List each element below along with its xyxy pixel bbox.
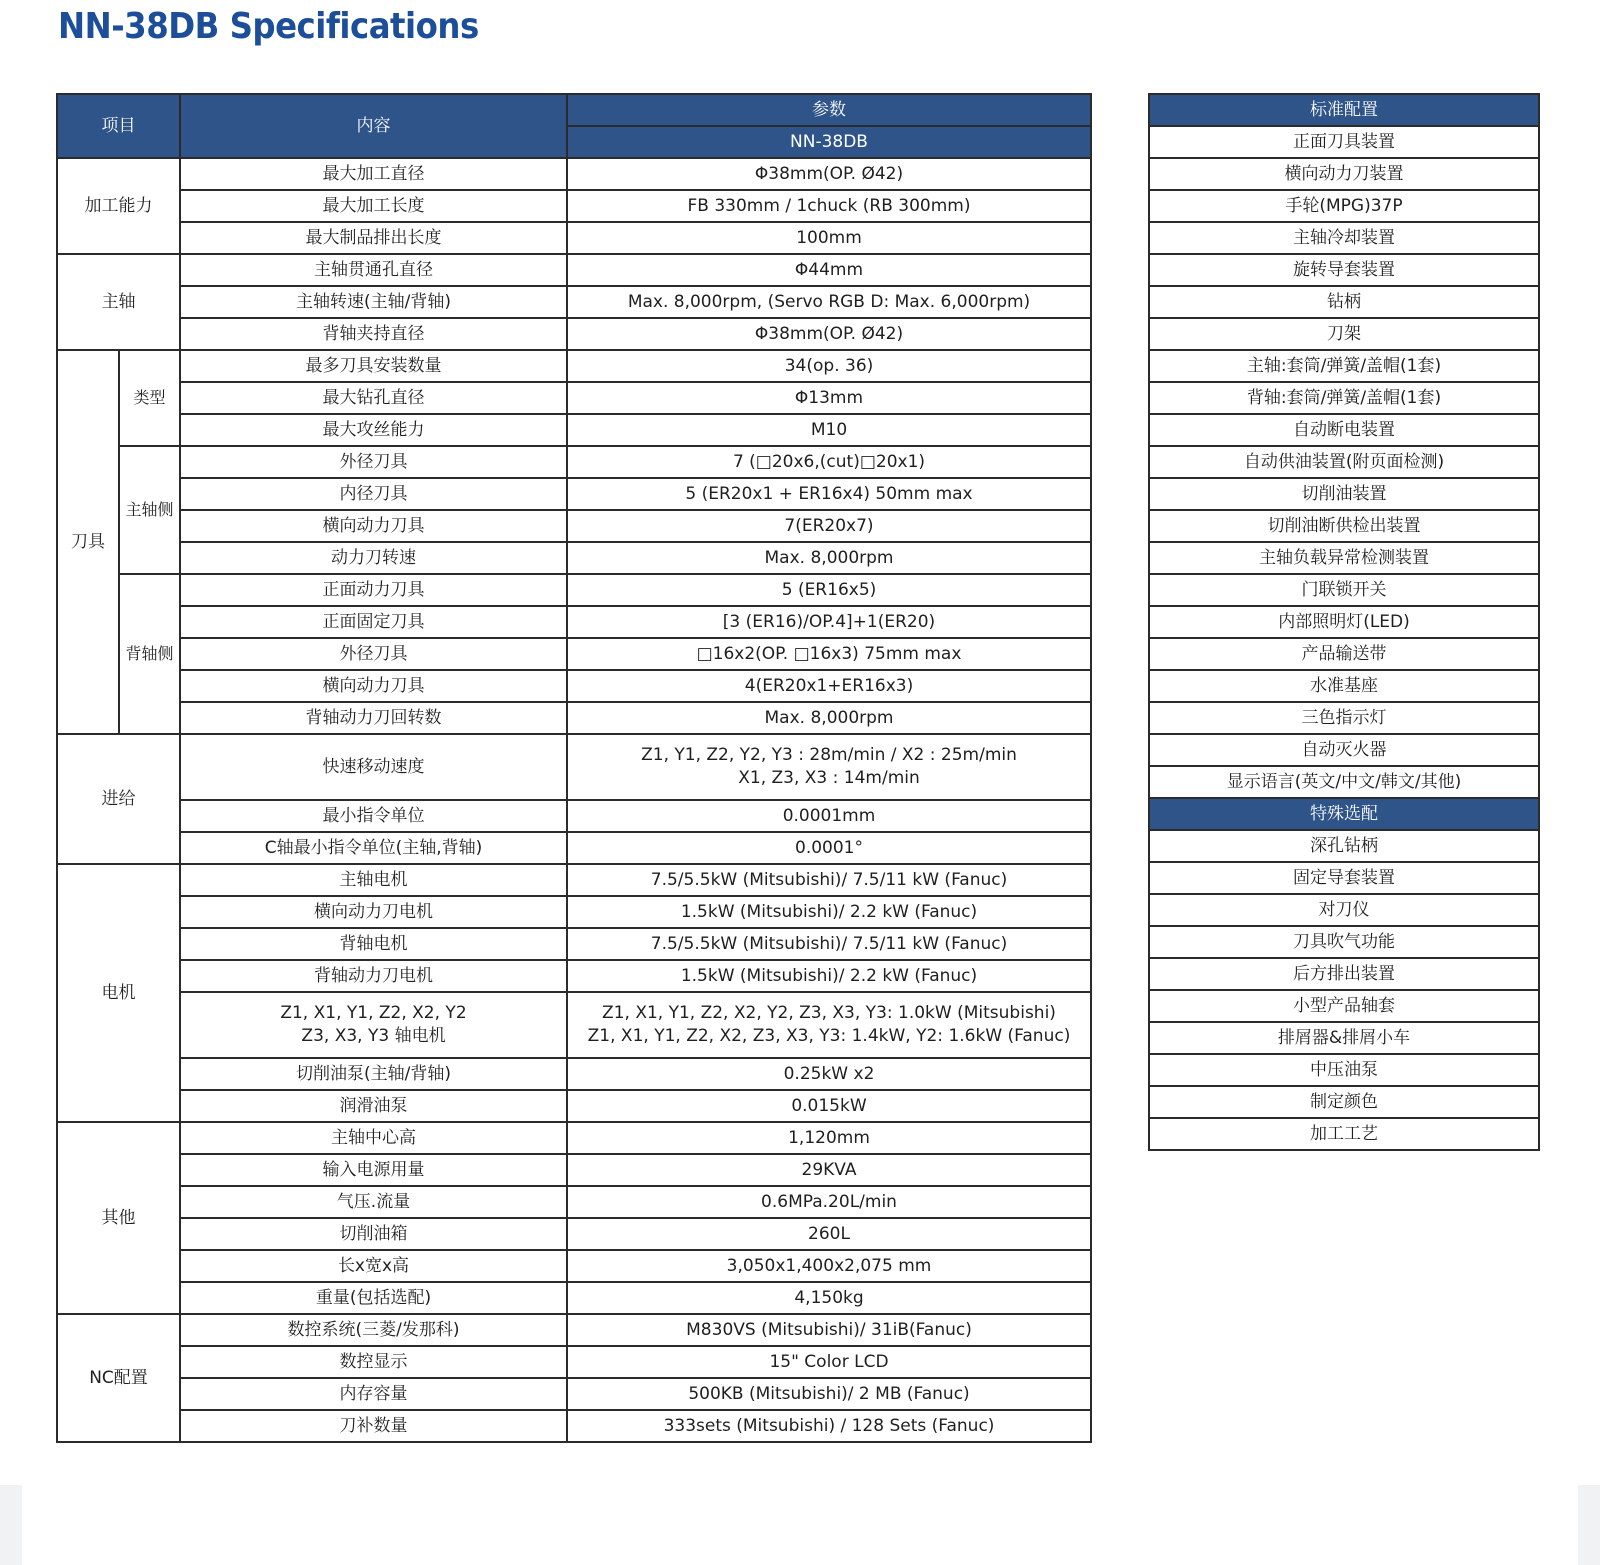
spec-value-cell-text: Z1, Y1, Z2, Y2, Y3 : 28m/min / X2 : 25m/min (641, 745, 1017, 766)
spec-value-cell-text: 7(ER20x7) (784, 515, 874, 536)
spec-label-cell-text: 刀补数量 (339, 1415, 408, 1436)
spec-value-cell-text: 0.015kW (791, 1095, 867, 1116)
spec-row (57, 1186, 1091, 1218)
config-item: 刀具吹气功能 (1149, 926, 1539, 958)
spec-label-cell-text: 背轴动力刀电机 (314, 965, 433, 986)
spec-value-cell-text: Φ38mm(OP. Ø42) (754, 323, 904, 344)
config-row (1149, 350, 1539, 382)
spec-value-cell-text: 34(op. 36) (784, 355, 874, 376)
config-item: 深孔钻柄 (1149, 830, 1539, 862)
page-edge-shade-left (0, 1485, 22, 1565)
spec-label-cell (180, 960, 567, 992)
config-item: 排屑器&排屑小车 (1149, 1022, 1539, 1054)
config-item: 钻柄 (1149, 286, 1539, 318)
spec-row (57, 896, 1091, 928)
spec-value-cell-text: 1,120mm (788, 1127, 870, 1148)
spec-group-cell: 刀具 (57, 350, 119, 734)
spec-label-cell (180, 510, 567, 542)
spec-value-cell (567, 414, 1091, 446)
spec-value-cell (567, 1154, 1091, 1186)
spec-value-cell (567, 1250, 1091, 1282)
config-item: 切削油断供检出装置 (1149, 510, 1539, 542)
spec-value-cell (567, 1186, 1091, 1218)
spec-value-cell (567, 254, 1091, 286)
spec-value-cell (567, 446, 1091, 478)
spec-row (57, 1218, 1091, 1250)
config-row (1149, 254, 1539, 286)
spec-label-cell-text: 切削油箱 (339, 1223, 408, 1244)
spec-group-cell: 加工能力 (57, 158, 180, 254)
spec-row (57, 1090, 1091, 1122)
config-row (1149, 958, 1539, 990)
spec-row (57, 350, 1091, 382)
spec-row (57, 960, 1091, 992)
spec-label-cell-text: Z1, X1, Y1, Z2, X2, Y2 (280, 1003, 467, 1024)
spec-value-cell (567, 960, 1091, 992)
config-row (1149, 446, 1539, 478)
spec-label-cell-text: 最大制品排出长度 (305, 227, 442, 248)
config-row (1149, 894, 1539, 926)
spec-label-cell-text: 背轴夹持直径 (322, 323, 425, 344)
spec-value-cell-text: 260L (808, 1223, 850, 1244)
spec-label-cell (180, 318, 567, 350)
config-item: 手轮(MPG)37P (1149, 190, 1539, 222)
spec-value-cell-text: 4(ER20x1+ER16x3) (744, 675, 914, 696)
config-item: 小型产品轴套 (1149, 990, 1539, 1022)
spec-label-cell (180, 1154, 567, 1186)
spec-value-cell-text: M830VS (Mitsubishi)/ 31iB(Fanuc) (686, 1319, 972, 1340)
spec-value-cell-text: 5 (ER16x5) (781, 579, 877, 600)
config-item: 横向动力刀装置 (1149, 158, 1539, 190)
spec-label-cell (180, 1058, 567, 1090)
config-row (1149, 990, 1539, 1022)
spec-label-cell (180, 606, 567, 638)
spec-value-cell (567, 734, 1091, 800)
standard-config-header: 标准配置 (1149, 94, 1539, 126)
spec-value-cell-text: Max. 8,000rpm (764, 547, 894, 568)
config-row (1149, 1054, 1539, 1086)
spec-value-cell (567, 542, 1091, 574)
spec-row (57, 1378, 1091, 1410)
spec-value-cell-text: 0.25kW x2 (783, 1063, 875, 1084)
spec-label-cell (180, 158, 567, 190)
spec-value-cell (567, 1058, 1091, 1090)
config-item: 背轴:套筒/弹簧/盖帽(1套) (1149, 382, 1539, 414)
config-item: 产品输送带 (1149, 638, 1539, 670)
config-item: 水准基座 (1149, 670, 1539, 702)
spec-value-cell-text-line2: X1, Z3, X3 : 14m/min (738, 768, 920, 788)
spec-row (57, 414, 1091, 446)
spec-label-cell (180, 1346, 567, 1378)
spec-row (57, 190, 1091, 222)
config-item: 自动断电装置 (1149, 414, 1539, 446)
spec-value-cell-text: □16x2(OP. □16x3) 75mm max (696, 643, 962, 664)
config-item: 内部照明灯(LED) (1149, 606, 1539, 638)
spec-label-cell-text: 最大加工长度 (322, 195, 425, 216)
spec-value-cell-text: Z1, X1, Y1, Z2, X2, Y2, Z3, X3, Y3: 1.0kW (Mitsubishi) (602, 1003, 1056, 1024)
spec-value-cell (567, 222, 1091, 254)
config-row (1149, 1086, 1539, 1118)
config-row (1149, 382, 1539, 414)
spec-subgroup-cell: 主轴侧 (119, 446, 180, 574)
spec-label-cell (180, 702, 567, 734)
spec-label-cell (180, 1378, 567, 1410)
spec-value-cell-text: 4,150kg (794, 1287, 864, 1308)
spec-value-cell (567, 832, 1091, 864)
spec-label-cell (180, 414, 567, 446)
config-body (1149, 94, 1539, 1150)
spec-row (57, 1154, 1091, 1186)
standard-config-header-row (1149, 94, 1539, 126)
spec-value-cell-text: 3,050x1,400x2,075 mm (726, 1255, 932, 1276)
spec-value-cell-text: Max. 8,000rpm (764, 707, 894, 728)
spec-value-cell-text: FB 330mm / 1chuck (RB 300mm) (687, 195, 971, 216)
spec-row (57, 928, 1091, 960)
spec-value-cell (567, 800, 1091, 832)
spec-label-cell (180, 1250, 567, 1282)
spec-row (57, 992, 1091, 1058)
spec-value-cell (567, 382, 1091, 414)
spec-value-cell (567, 1090, 1091, 1122)
spec-label-cell-text: 最多刀具安装数量 (305, 355, 442, 376)
spec-value-cell-text: 1.5kW (Mitsubishi)/ 2.2 kW (Fanuc) (680, 965, 978, 986)
spec-value-cell (567, 1346, 1091, 1378)
spec-label-cell-text: 横向动力刀电机 (314, 901, 433, 922)
config-row (1149, 830, 1539, 862)
spec-row (57, 702, 1091, 734)
spec-subgroup-cell: 背轴侧 (119, 574, 180, 734)
spec-row (57, 318, 1091, 350)
spec-value-cell-text: Φ44mm (794, 259, 864, 280)
spec-label-cell (180, 896, 567, 928)
header-param: 参数 (567, 94, 1091, 126)
config-row (1149, 126, 1539, 158)
spec-label-cell-text: C轴最小指令单位(主轴,背轴) (264, 837, 483, 858)
config-item: 主轴:套筒/弹簧/盖帽(1套) (1149, 350, 1539, 382)
spec-row (57, 1122, 1091, 1154)
spec-body (57, 158, 1091, 1442)
spec-label-cell-text: 长x宽x高 (337, 1255, 410, 1276)
spec-label-cell-text: 数控系统(三菱/发那科) (287, 1319, 460, 1340)
spec-value-cell (567, 606, 1091, 638)
spec-value-cell-text: 7.5/5.5kW (Mitsubishi)/ 7.5/11 kW (Fanuc) (650, 869, 1008, 890)
spec-label-cell (180, 1218, 567, 1250)
spec-row (57, 800, 1091, 832)
spec-row (57, 158, 1091, 190)
config-item: 对刀仪 (1149, 894, 1539, 926)
spec-row (57, 1282, 1091, 1314)
config-row (1149, 862, 1539, 894)
spec-value-cell-text-line2: Z1, X1, Y1, Z2, X2, Z3, X3, Y3: 1.4kW, Y2: 1.6kW (Fanuc) (587, 1026, 1071, 1046)
spec-label-cell-text: 最大加工直径 (322, 163, 425, 184)
spec-label-cell-text: 背轴电机 (339, 933, 408, 954)
spec-group-cell: 进给 (57, 734, 180, 864)
spec-value-cell-text: 1.5kW (Mitsubishi)/ 2.2 kW (Fanuc) (680, 901, 978, 922)
spec-label-cell-text: 正面动力刀具 (322, 579, 425, 600)
spec-label-cell (180, 542, 567, 574)
spec-value-cell (567, 478, 1091, 510)
config-item: 门联锁开关 (1149, 574, 1539, 606)
spec-row (57, 510, 1091, 542)
config-item: 刀架 (1149, 318, 1539, 350)
spec-value-cell-text: 0.0001° (795, 837, 863, 858)
spec-label-cell-text: 最大攻丝能力 (322, 419, 425, 440)
spec-label-cell (180, 864, 567, 896)
header-model: NN-38DB (567, 126, 1091, 158)
spec-row (57, 542, 1091, 574)
spec-label-cell (180, 638, 567, 670)
spec-value-cell-text: 7.5/5.5kW (Mitsubishi)/ 7.5/11 kW (Fanuc) (650, 933, 1008, 954)
spec-value-cell-text: Φ13mm (794, 387, 864, 408)
spec-row (57, 222, 1091, 254)
spec-label-cell-text: 润滑油泵 (339, 1095, 408, 1116)
optional-config-header-row (1149, 798, 1539, 830)
spec-value-cell (567, 286, 1091, 318)
config-row (1149, 158, 1539, 190)
spec-value-cell-text: 0.0001mm (782, 805, 876, 826)
spec-label-cell-text: 外径刀具 (339, 451, 408, 472)
spec-row (57, 832, 1091, 864)
config-item: 自动供油装置(附页面检测) (1149, 446, 1539, 478)
config-row (1149, 414, 1539, 446)
spec-label-cell (180, 382, 567, 414)
spec-label-cell-text: 输入电源用量 (322, 1159, 425, 1180)
spec-row (57, 478, 1091, 510)
spec-value-cell-text: Max. 8,000rpm, (Servo RGB D: Max. 6,000rpm) (627, 291, 1031, 312)
config-row (1149, 510, 1539, 542)
spec-value-cell-text: Φ38mm(OP. Ø42) (754, 163, 904, 184)
config-item: 旋转导套装置 (1149, 254, 1539, 286)
spec-label-cell (180, 222, 567, 254)
config-item: 自动灭火器 (1149, 734, 1539, 766)
config-row (1149, 542, 1539, 574)
spec-label-cell (180, 832, 567, 864)
config-item: 切削油装置 (1149, 478, 1539, 510)
config-row (1149, 190, 1539, 222)
spec-label-cell-text: 横向动力刀具 (322, 515, 425, 536)
spec-label-cell-text: 数控显示 (339, 1351, 408, 1372)
spec-label-cell-text: 气压.流量 (336, 1191, 411, 1212)
spec-value-cell (567, 896, 1091, 928)
spec-group-cell: 其他 (57, 1122, 180, 1314)
spec-value-cell-text: 29KVA (801, 1159, 857, 1180)
spec-value-cell-text: 0.6MPa.20L/min (761, 1191, 897, 1212)
config-item: 中压油泵 (1149, 1054, 1539, 1086)
spec-value-cell-text: [3 (ER16)/OP.4]+1(ER20) (722, 611, 936, 632)
spec-row (57, 606, 1091, 638)
config-row (1149, 574, 1539, 606)
spec-row (57, 254, 1091, 286)
spec-label-cell-text: 横向动力刀具 (322, 675, 425, 696)
config-table (1148, 93, 1540, 1151)
spec-value-cell (567, 1410, 1091, 1442)
spec-value-cell-text: 5 (ER20x1 + ER16x4) 50mm max (685, 483, 973, 504)
spec-row (57, 446, 1091, 478)
spec-label-cell-text: 快速移动速度 (322, 756, 425, 777)
spec-subgroup-cell: 类型 (119, 350, 180, 446)
spec-row (57, 1250, 1091, 1282)
spec-value-cell (567, 190, 1091, 222)
spec-label-cell (180, 1122, 567, 1154)
spec-value-cell (567, 670, 1091, 702)
config-row (1149, 1022, 1539, 1054)
spec-row (57, 1410, 1091, 1442)
spec-label-cell (180, 1282, 567, 1314)
config-item: 主轴负载异常检测装置 (1149, 542, 1539, 574)
spec-row (57, 1346, 1091, 1378)
spec-label-cell (180, 1314, 567, 1346)
spec-row (57, 382, 1091, 414)
spec-table (56, 93, 1092, 1443)
spec-value-cell (567, 350, 1091, 382)
config-row (1149, 318, 1539, 350)
spec-label-cell (180, 350, 567, 382)
header-item: 项目 (57, 94, 180, 158)
spec-value-cell (567, 1122, 1091, 1154)
spec-row (57, 1314, 1091, 1346)
spec-value-cell (567, 638, 1091, 670)
spec-label-cell-text: 主轴电机 (339, 869, 408, 890)
spec-row (57, 864, 1091, 896)
spec-value-cell (567, 1282, 1091, 1314)
config-item: 主轴冷却装置 (1149, 222, 1539, 254)
spec-label-cell-text: 正面固定刀具 (322, 611, 425, 632)
spec-label-cell-text: 内径刀具 (339, 483, 408, 504)
spec-label-cell (180, 670, 567, 702)
spec-group-cell: 电机 (57, 864, 180, 1122)
spec-label-cell (180, 800, 567, 832)
spec-label-cell-text: 动力刀转速 (331, 547, 416, 568)
config-item: 加工工艺 (1149, 1118, 1539, 1150)
spec-label-cell (180, 928, 567, 960)
config-item: 正面刀具装置 (1149, 126, 1539, 158)
spec-label-cell-text: 重量(包括选配) (315, 1287, 432, 1308)
config-item: 三色指示灯 (1149, 702, 1539, 734)
spec-group-cell: 主轴 (57, 254, 180, 350)
spec-label-cell-text: 内存容量 (339, 1383, 408, 1404)
spec-value-cell (567, 1378, 1091, 1410)
config-row (1149, 670, 1539, 702)
spec-row (57, 638, 1091, 670)
spec-label-cell (180, 446, 567, 478)
spec-label-cell-text: 主轴转速(主轴/背轴) (296, 291, 451, 312)
spec-label-cell (180, 478, 567, 510)
spec-group-cell: NC配置 (57, 1314, 180, 1442)
config-row (1149, 478, 1539, 510)
spec-value-cell (567, 318, 1091, 350)
spec-value-cell-text: 7 (□20x6,(cut)□20x1) (732, 451, 926, 472)
config-item: 后方排出装置 (1149, 958, 1539, 990)
config-row (1149, 766, 1539, 798)
config-row (1149, 734, 1539, 766)
spec-value-cell (567, 510, 1091, 542)
page-edge-shade-right (1578, 1485, 1600, 1565)
spec-label-cell (180, 1410, 567, 1442)
spec-value-cell-text: 15" Color LCD (769, 1351, 889, 1372)
spec-value-cell (567, 158, 1091, 190)
config-row (1149, 926, 1539, 958)
spec-row (57, 734, 1091, 800)
spec-label-cell-text: 最大钻孔直径 (322, 387, 425, 408)
spec-row (57, 574, 1091, 606)
spec-label-cell-text: 主轴中心高 (331, 1127, 416, 1148)
spec-value-cell (567, 574, 1091, 606)
config-item: 显示语言(英文/中文/韩文/其他) (1149, 766, 1539, 798)
spec-label-cell-text: 外径刀具 (339, 643, 408, 664)
spec-value-cell (567, 1218, 1091, 1250)
spec-label-cell-text: 切削油泵(主轴/背轴) (296, 1063, 451, 1084)
spec-label-cell (180, 992, 567, 1058)
spec-row (57, 286, 1091, 318)
spec-value-cell (567, 864, 1091, 896)
config-row (1149, 222, 1539, 254)
config-row (1149, 702, 1539, 734)
spec-value-cell (567, 992, 1091, 1058)
spec-row (57, 670, 1091, 702)
spec-label-cell (180, 190, 567, 222)
config-row (1149, 1118, 1539, 1150)
spec-label-cell-text: 主轴贯通孔直径 (314, 259, 433, 280)
config-item: 制定颜色 (1149, 1086, 1539, 1118)
spec-label-cell (180, 1186, 567, 1218)
spec-label-cell (180, 734, 567, 800)
spec-value-cell (567, 702, 1091, 734)
spec-value-cell (567, 1314, 1091, 1346)
spec-label-cell (180, 254, 567, 286)
spec-label-cell (180, 286, 567, 318)
config-item: 固定导套装置 (1149, 862, 1539, 894)
spec-value-cell-text: 100mm (796, 227, 862, 248)
config-row (1149, 606, 1539, 638)
spec-label-cell-text: 最小指令单位 (322, 805, 425, 826)
header-content: 内容 (180, 94, 567, 158)
spec-value-cell-text: 500KB (Mitsubishi)/ 2 MB (Fanuc) (688, 1383, 970, 1404)
spec-label-cell (180, 1090, 567, 1122)
spec-label-cell-text: 背轴动力刀回转数 (305, 707, 442, 728)
spec-value-cell (567, 928, 1091, 960)
spec-label-cell-text-line2: Z3, X3, Y3 轴电机 (301, 1026, 446, 1046)
page-title: NN-38DB Specifications (58, 6, 479, 47)
optional-config-header: 特殊选配 (1149, 798, 1539, 830)
spec-value-cell-text: 333sets (Mitsubishi) / 128 Sets (Fanuc) (663, 1415, 995, 1436)
spec-label-cell (180, 574, 567, 606)
config-row (1149, 286, 1539, 318)
spec-row (57, 1058, 1091, 1090)
spec-value-cell-text: M10 (810, 419, 848, 440)
config-row (1149, 638, 1539, 670)
